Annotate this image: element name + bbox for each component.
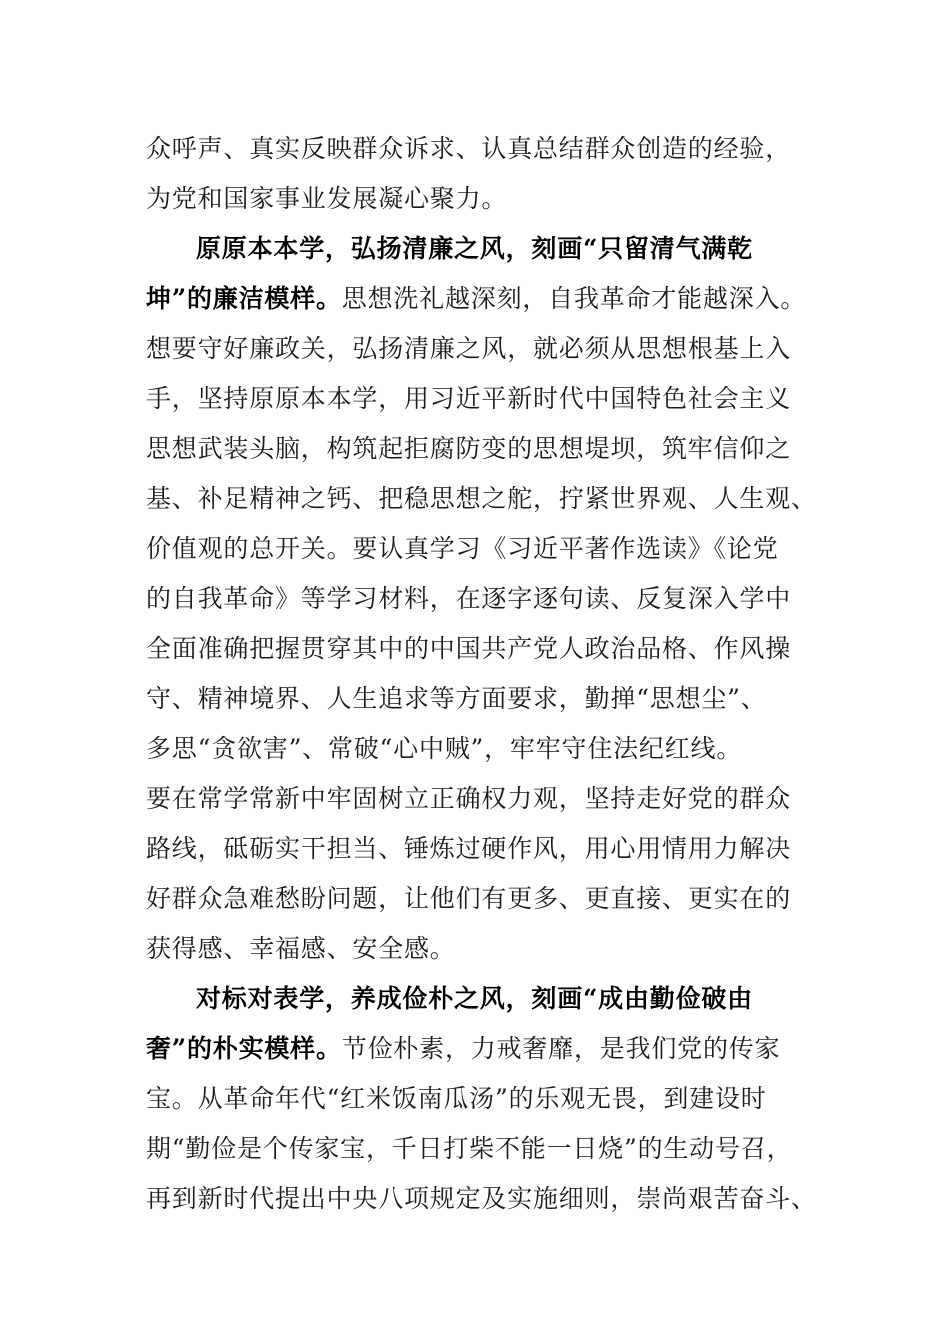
text-line xyxy=(146,124,806,174)
body-text-segment: 价值观的总开关。要认真学习《习近平著作选读》《论党 xyxy=(146,534,779,563)
bold-heading-text: 奢”的朴实模样。 xyxy=(146,1034,342,1063)
text-line xyxy=(146,1074,806,1124)
text-line xyxy=(146,1174,817,1224)
text-line xyxy=(146,1124,806,1174)
text-line xyxy=(146,174,806,224)
bold-heading-text: 坤”的廉洁模样。 xyxy=(146,284,342,313)
text-line xyxy=(146,474,817,524)
text-line xyxy=(146,724,806,774)
body-text-segment: 众呼声、真实反映群众诉求、认真总结群众创造的经验， xyxy=(146,134,792,163)
body-text-segment: 全面准确把握贯穿其中的中国共产党人政治品格、作风操 xyxy=(146,634,792,663)
body-text-segment: 基、补足精神之钙、把稳思想之舵，拧紧世界观、人生观、 xyxy=(146,484,817,513)
bold-heading-text: 原原本本学，弘扬清廉之风，刻画“只留清气满乾 xyxy=(196,234,753,263)
bold-heading-text: 对标对表学，养成俭朴之风，刻画“成由勤俭破由 xyxy=(196,984,753,1013)
body-text-segment: 为党和国家事业发展凝心聚力。 xyxy=(146,184,508,213)
body-text-segment: 路线，砥砺实干担当、锤炼过硬作风，用心用情用力解决 xyxy=(146,834,792,863)
body-text-segment: 宝。从革命年代“红米饭南瓜汤”的乐观无畏，到建设时 xyxy=(146,1084,767,1113)
text-line xyxy=(146,274,806,324)
body-text-segment: 好群众急难愁盼问题，让他们有更多、更直接、更实在的 xyxy=(146,884,792,913)
text-line xyxy=(146,1024,806,1074)
text-line xyxy=(146,624,806,674)
text-line xyxy=(146,224,806,274)
text-line xyxy=(146,774,806,824)
text-line xyxy=(146,874,806,924)
body-text-segment: 守、精神境界、人生追求等方面要求，勤掸“思想尘”、 xyxy=(146,684,767,713)
text-line xyxy=(146,974,806,1024)
text-line xyxy=(146,924,806,974)
text-line xyxy=(146,674,806,724)
body-text-segment: 思想武装头脑，构筑起拒腐防变的思想堤坝，筑牢信仰之 xyxy=(146,434,792,463)
text-line xyxy=(146,324,806,374)
body-text-segment: 再到新时代提出中央八项规定及实施细则，崇尚艰苦奋斗、 xyxy=(146,1184,817,1213)
body-text-segment: 的自我革命》等学习材料，在逐字逐句读、反复深入学中 xyxy=(146,584,792,613)
text-line xyxy=(146,424,806,474)
text-line xyxy=(146,524,806,574)
body-text-segment: 节俭朴素，力戒奢靡，是我们党的传家 xyxy=(341,1034,781,1063)
body-text-segment: 期“勤俭是个传家宝，千日打柴不能一日烧”的生动号召， xyxy=(146,1134,793,1163)
text-line xyxy=(146,824,806,874)
body-text-segment: 要在常学常新中牢固树立正确权力观，坚持走好党的群众 xyxy=(146,784,792,813)
text-line xyxy=(146,374,806,424)
body-text-segment: 想要守好廉政关，弘扬清廉之风，就必须从思想根基上入 xyxy=(146,334,792,363)
body-text-segment: 获得感、幸福感、安全感。 xyxy=(146,934,456,963)
body-text-segment: 多思“贪欲害”、常破“心中贼”，牢牢守住法纪红线。 xyxy=(146,734,743,763)
body-text xyxy=(146,124,817,1224)
text-line xyxy=(146,574,806,624)
body-text-segment: 思想洗礼越深刻，自我革命才能越深入。 xyxy=(341,284,807,313)
body-text-segment: 手，坚持原原本本学，用习近平新时代中国特色社会主义 xyxy=(146,384,792,413)
